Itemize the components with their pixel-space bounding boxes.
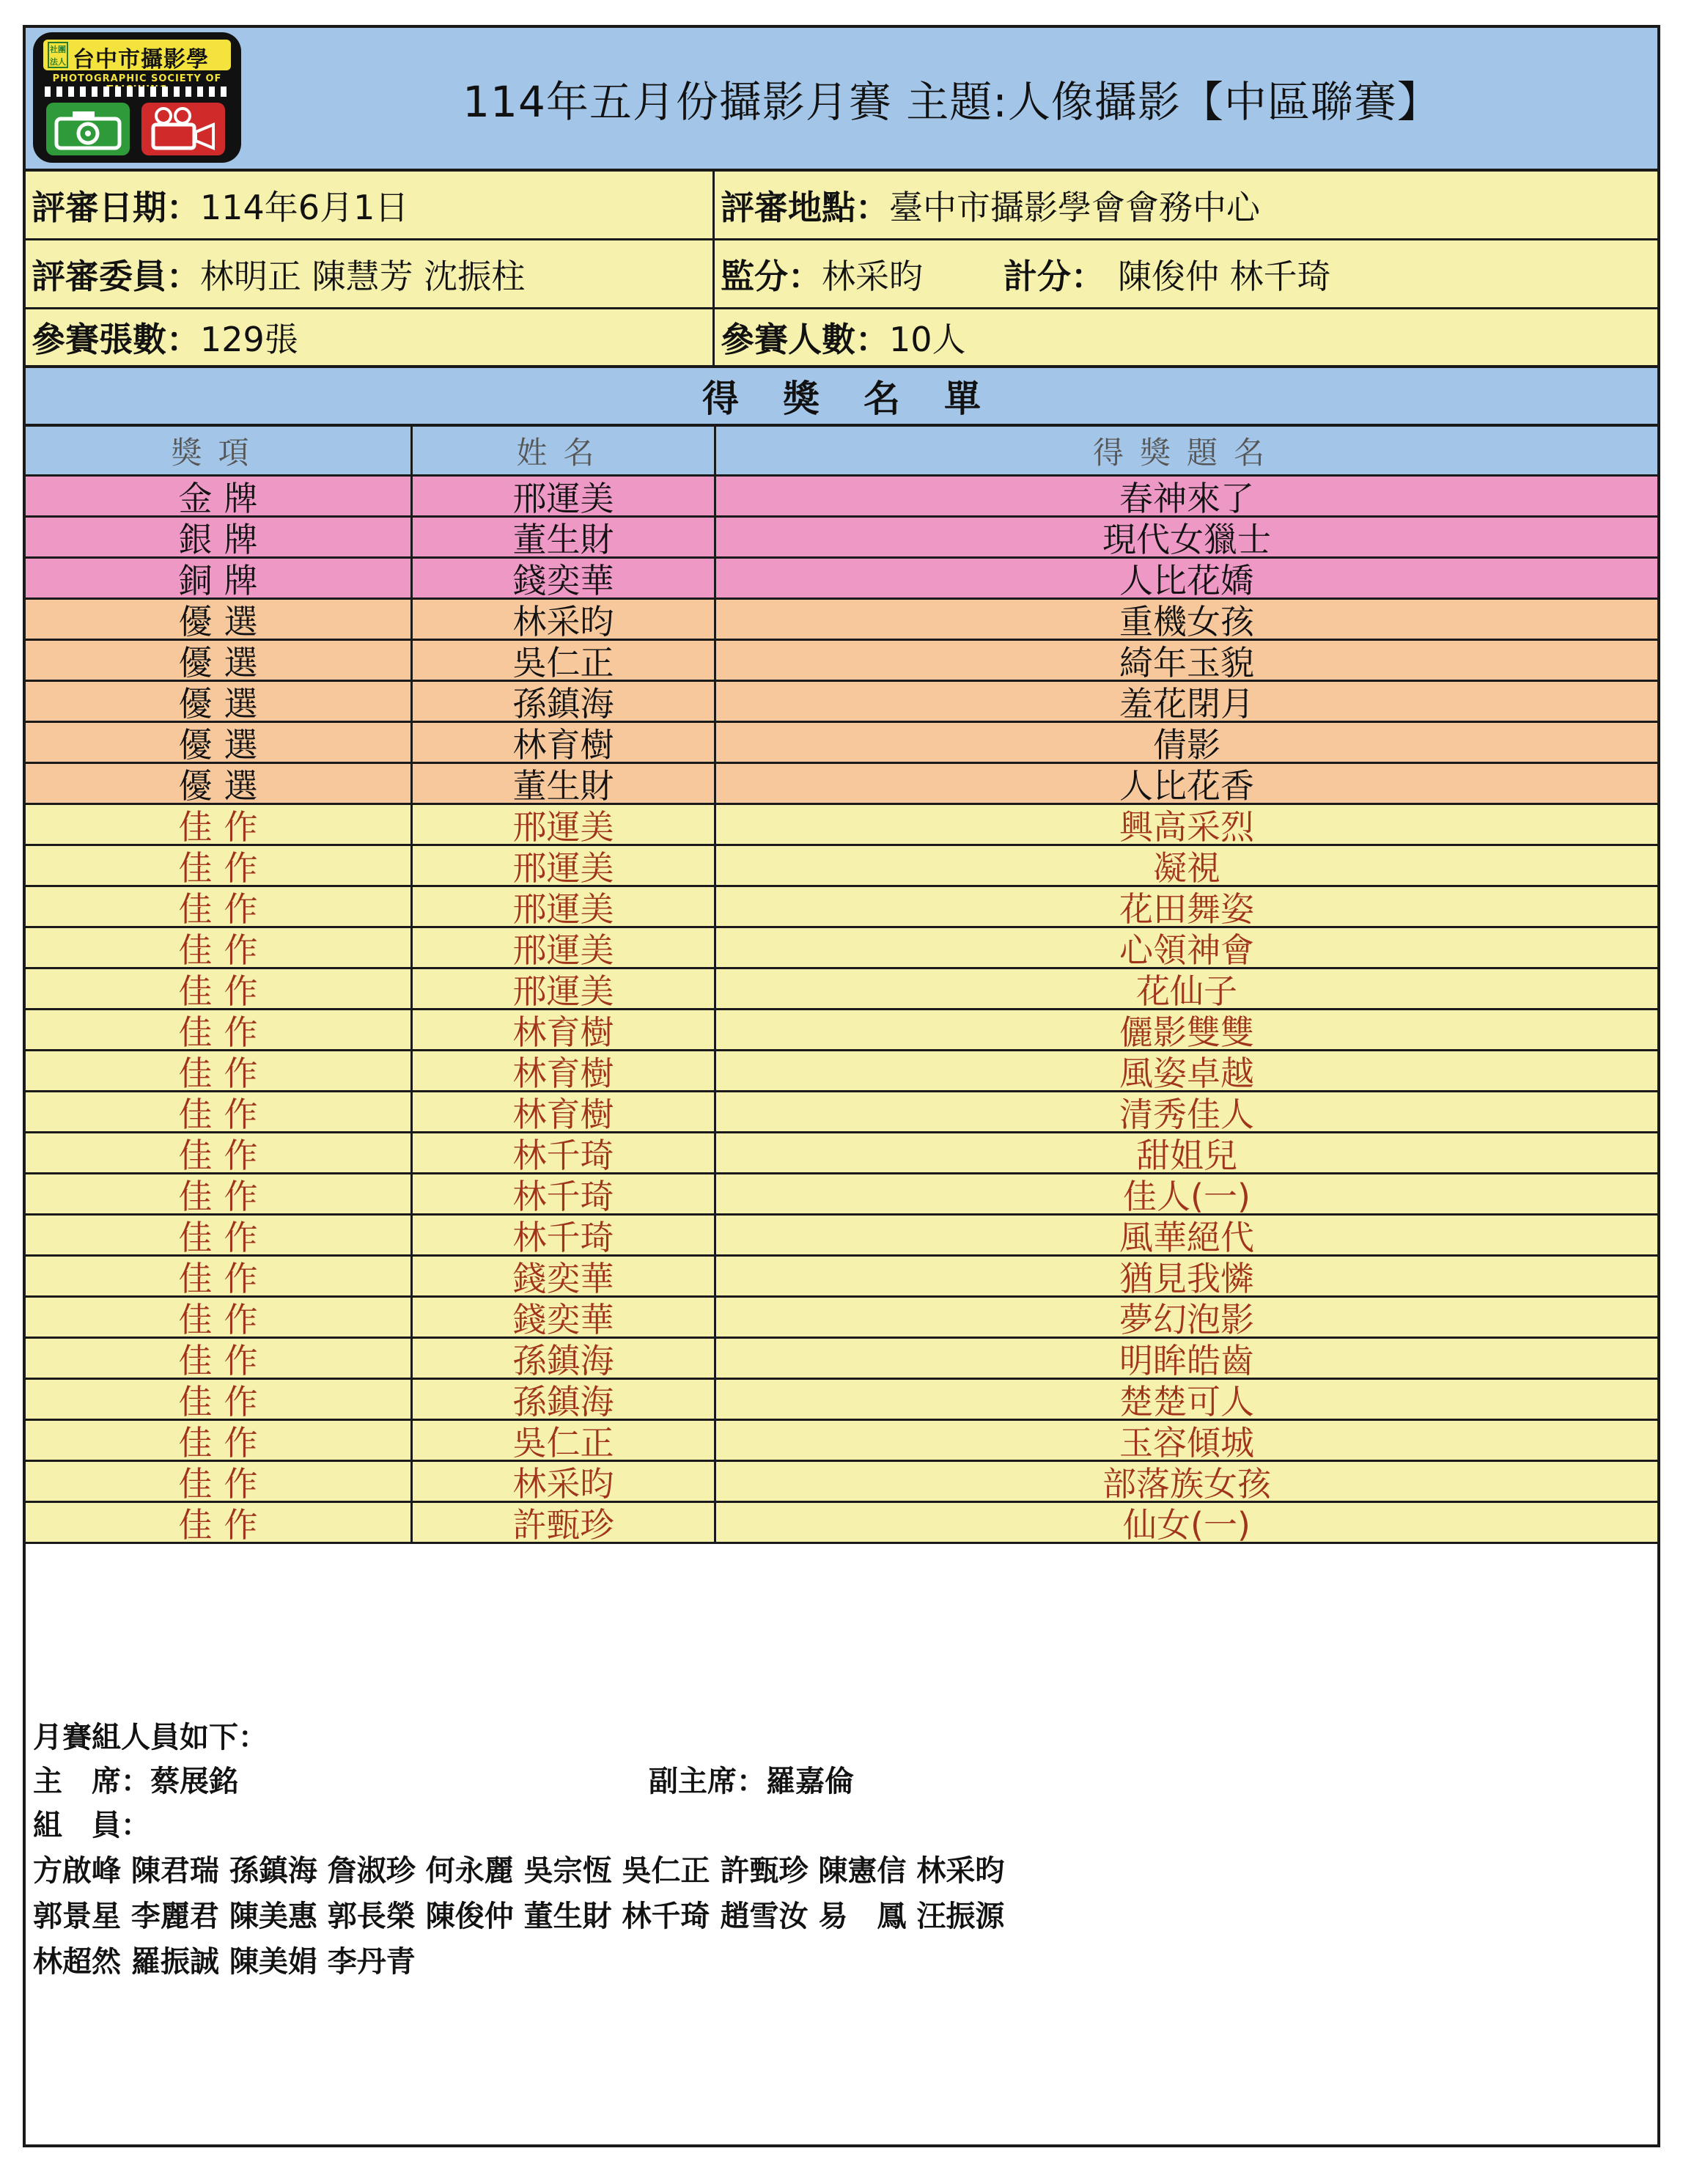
prize-cell: 佳作 [26,1503,413,1542]
film-strip-icon [45,87,229,97]
judges-value: 林明正 陳慧芳 沈振柱 [200,256,526,296]
prize-cell: 佳作 [26,1380,413,1419]
column-name: 姓名 [413,427,716,474]
title-cell: 風華絕代 [1119,1217,1254,1257]
table-row [26,1503,1657,1544]
table-row [26,928,1657,969]
prize-cell: 佳作 [26,1174,413,1213]
name-cell: 錢奕華 [413,559,716,598]
judges-label: 評審委員： [32,256,200,296]
table-row [26,723,1657,764]
prize-cell: 佳作 [26,1257,413,1295]
logo-seal: 社團法人 [48,42,68,68]
name-cell: 孫鎮海 [413,1339,716,1378]
name-cell: 林育樹 [413,1051,716,1090]
prize-cell: 佳作 [26,805,413,844]
prize-cell: 優選 [26,682,413,721]
name-cell: 林育樹 [413,723,716,762]
table-row [26,887,1657,928]
name-cell: 邢運美 [413,805,716,844]
title-cell: 羞花閉月 [1119,683,1254,724]
table-row [26,682,1657,723]
name-cell: 林育樹 [413,1010,716,1049]
group-label: 組 員： [33,1808,150,1842]
society-logo [33,32,241,163]
judging-date [26,172,715,238]
chair-name: 蔡展銘 [150,1764,238,1798]
prize-cell: 佳作 [26,1051,413,1090]
prize-cell: 佳作 [26,969,413,1008]
photo-count [26,309,715,365]
table-row [26,1051,1657,1092]
prize-cell: 佳作 [26,887,413,926]
title-cell: 甜姐兒 [1136,1135,1237,1175]
prize-cell: 佳作 [26,928,413,967]
prize-cell: 佳作 [26,1421,413,1460]
logo-subtitle: PHOTOGRAPHIC SOCIETY OF [52,73,222,84]
name-cell: 孫鎮海 [413,1380,716,1419]
title-cell: 猶見我憐 [1119,1258,1254,1298]
table-row [26,1257,1657,1298]
name-cell: 吳仁正 [413,641,716,680]
judging-date-label: 評審日期： [32,187,200,227]
prize-cell: 佳作 [26,1462,413,1501]
table-row [26,600,1657,641]
members-heading: 月賽組人員如下： [33,1720,268,1754]
prize-cell: 佳作 [26,1133,413,1172]
info-row-judges [26,240,1657,309]
supervisor-scorer [715,240,1657,307]
prize-cell: 佳作 [26,1092,413,1131]
name-cell: 邢運美 [413,477,716,515]
title-cell: 倩影 [1153,724,1220,765]
name-cell: 林育樹 [413,1092,716,1131]
prize-cell: 佳作 [26,1010,413,1049]
photo-count-label: 參賽張數： [32,320,200,359]
table-row [26,1298,1657,1339]
entrant-count-value: 10人 [889,320,966,359]
awards-list-title: 得獎名單 [26,368,1657,427]
name-cell: 吳仁正 [413,1421,716,1460]
info-row-counts [26,309,1657,368]
table-row [26,477,1657,518]
table-row [26,1133,1657,1174]
logo-name: 台中市攝影學 [73,47,209,73]
judges [26,240,715,307]
column-prize: 獎項 [26,427,413,474]
name-cell: 林千琦 [413,1133,716,1172]
table-header [26,427,1657,477]
title-cell: 清秀佳人 [1119,1094,1254,1134]
chair-line [33,1758,238,1800]
prize-cell: 佳作 [26,1216,413,1254]
name-cell: 錢奕華 [413,1257,716,1295]
prize-cell: 佳作 [26,1298,413,1336]
name-cell: 林千琦 [413,1174,716,1213]
group-line-3: 林超然 羅振誠 陳美娟 李丹青 [33,1944,416,1979]
info-row-date [26,172,1657,240]
prize-cell: 優選 [26,764,413,803]
name-cell: 林千琦 [413,1216,716,1254]
vice-chair-name: 羅嘉倫 [766,1764,854,1798]
title-cell: 現代女獵士 [1102,519,1271,559]
supervisor-label: 監分： [721,256,822,296]
scorer-label: 計分： [1003,256,1105,296]
title-cell: 花田舞姿 [1119,889,1254,929]
table-row [26,1174,1657,1216]
group-line-2: 郭景星 李麗君 陳美惠 郭長榮 陳俊仲 董生財 林千琦 趙雪汝 易 鳳 汪振源 [33,1899,1005,1933]
name-cell: 邢運美 [413,846,716,885]
table-row [26,805,1657,846]
table-row [26,969,1657,1010]
prize-cell: 銀牌 [26,518,413,556]
table-row [26,518,1657,559]
table-row [26,1421,1657,1462]
video-camera-icon [141,103,225,155]
table-row [26,1339,1657,1380]
prize-cell: 優選 [26,723,413,762]
title-cell: 儷影雙雙 [1119,1012,1254,1052]
table-row [26,1092,1657,1133]
title-cell: 佳人(一) [1123,1176,1251,1216]
name-cell: 錢奕華 [413,1298,716,1336]
title-cell: 花仙子 [1136,971,1237,1011]
header [26,28,1657,172]
supervisor-value: 林采昀 [822,256,923,296]
judging-place [715,172,1657,238]
table-row [26,846,1657,887]
prize-cell: 優選 [26,600,413,639]
name-cell: 許甄珍 [413,1503,716,1542]
title-cell: 重機女孩 [1119,601,1254,641]
table-row [26,764,1657,805]
prize-cell: 佳作 [26,846,413,885]
table-row [26,641,1657,682]
table-row [26,559,1657,600]
title-cell: 人比花嬌 [1119,560,1254,600]
table-row [26,1462,1657,1503]
title-cell: 人比花香 [1119,765,1254,806]
group-line-1: 方啟峰 陳君瑞 孫鎮海 詹淑珍 何永麗 吳宗恆 吳仁正 許甄珍 陳憲信 林采昀 [33,1853,1005,1888]
title-cell: 心領神會 [1119,930,1254,970]
prize-cell: 佳作 [26,1339,413,1378]
title-cell: 明眸皓齒 [1119,1340,1254,1380]
title-cell: 楚楚可人 [1119,1381,1254,1422]
photo-count-value: 129張 [200,320,298,359]
table-row [26,1380,1657,1421]
title-cell: 春神來了 [1119,478,1254,518]
name-cell: 邢運美 [413,969,716,1008]
title-cell: 部落族女孩 [1102,1463,1271,1504]
name-cell: 孫鎮海 [413,682,716,721]
camera-icon [46,103,130,155]
title-cell: 仙女(一) [1123,1504,1251,1545]
name-cell: 董生財 [413,764,716,803]
name-cell: 董生財 [413,518,716,556]
name-cell: 林采昀 [413,600,716,639]
name-cell: 邢運美 [413,928,716,967]
prize-cell: 金牌 [26,477,413,515]
entrant-count [715,309,1657,365]
title-cell: 綺年玉貌 [1119,642,1254,683]
prize-cell: 優選 [26,641,413,680]
page-title: 114年五月份攝影月賽 主題:人像攝影【中區聯賽】 [463,77,1440,127]
column-title: 得獎題名 [1092,434,1281,471]
title-cell: 玉容傾城 [1119,1422,1254,1463]
scorer-value: 陳俊仲 林千琦 [1118,256,1331,296]
judging-place-label: 評審地點： [721,187,889,227]
title-cell: 凝視 [1153,848,1220,888]
title-cell: 風姿卓越 [1119,1053,1254,1093]
title-cell: 夢幻泡影 [1119,1299,1254,1339]
title-cell: 興高采烈 [1119,806,1254,847]
prize-cell: 銅牌 [26,559,413,598]
entrant-count-label: 參賽人數： [721,320,889,359]
award-sheet [23,25,1660,2147]
name-cell: 林采昀 [413,1462,716,1501]
judging-place-value: 臺中市攝影學會會務中心 [889,187,1260,227]
vice-chair-label: 副主席： [649,1764,766,1798]
name-cell: 邢運美 [413,887,716,926]
judging-date-value: 114年6月1日 [200,187,409,227]
vice-chair-line [649,1758,854,1800]
awards-table [26,477,1657,1544]
table-row [26,1010,1657,1051]
chair-label: 主 席： [33,1764,150,1798]
table-row [26,1216,1657,1257]
